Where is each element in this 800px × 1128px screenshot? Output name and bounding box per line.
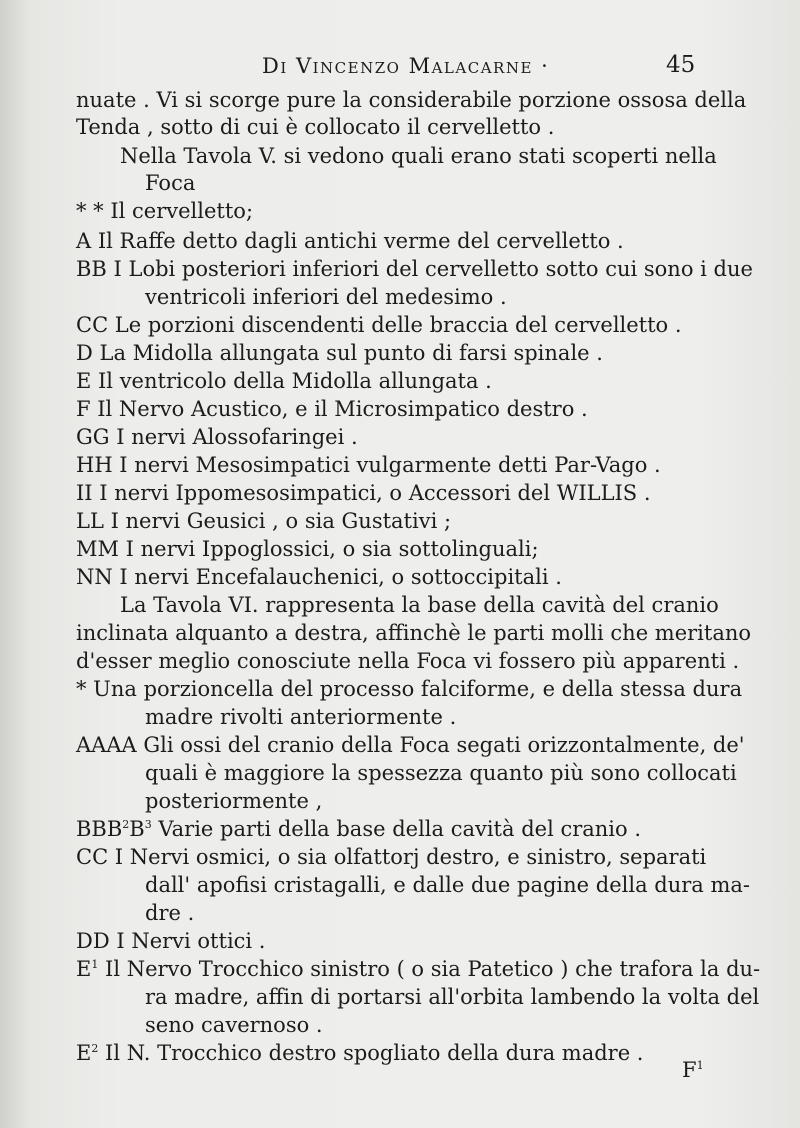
text-line: d'esser meglio conosciute nella Foca vi fossero più apparenti . xyxy=(76,649,740,673)
text-line: Nella Tavola V. si vedono quali erano stati scoperti nella xyxy=(120,144,717,168)
text-line: ventricoli inferiori del medesimo . xyxy=(145,285,507,309)
text-line: II I nervi Ippomesosimpatici, o Accessori del WILLIS . xyxy=(76,481,651,505)
text-line: inclinata alquanto a destra, affinchè le parti molli che meritano xyxy=(76,621,752,645)
running-head xyxy=(0,50,800,82)
text-line: dre . xyxy=(145,901,195,925)
text-line: E Il ventricolo della Midolla allungata . xyxy=(76,369,492,393)
text-line: dall' apofisi cristagalli, e dalle due pagine della dura ma- xyxy=(145,873,750,897)
text-line: Tenda , sotto di cui è collocato il cervelletto . xyxy=(76,115,555,139)
text-line: $E^1$ Il Nervo Trocchico sinistro ( o sia Patetico ) che trafora la du- xyxy=(76,957,761,981)
text-line: quali è maggiore la spessezza quanto più sono collocati xyxy=(145,761,737,785)
text-line: CC I Nervi osmici, o sia olfattorj destro, e sinistro, separati xyxy=(76,845,707,869)
text-line: LL I nervi Geusici , o sia Gustativi ; xyxy=(76,509,452,533)
text-line: HH I nervi Mesosimpatici vulgarmente detti Par-Vago . xyxy=(76,453,661,477)
text-line: NN I nervi Encefalauchenici, o sottoccipitali . xyxy=(76,565,562,589)
running-title: Di Vincenzo Malacarne · xyxy=(262,54,550,78)
text-line: madre rivolti anteriormente . xyxy=(145,705,457,729)
text-line: La Tavola VI. rappresenta la base della cavità del cranio xyxy=(120,593,719,617)
page-number: 45 xyxy=(666,52,696,78)
text-line: Foca xyxy=(145,171,196,195)
text-line: nuate . Vi si scorge pure la considerabile porzione ossosa della xyxy=(76,88,747,112)
text-line: BB I Lobi posteriori inferiori del cervelletto sotto cui sono i due xyxy=(76,257,753,281)
text-line: posteriormente , xyxy=(145,789,323,813)
text-line: CC Le porzioni discendenti delle braccia del cervelletto . xyxy=(76,313,682,337)
catchword: $F^1$ xyxy=(682,1058,704,1082)
text-line: $E^2$ Il N. Trocchico destro spogliato della dura madre . xyxy=(76,1041,644,1065)
text-line: seno cavernoso . xyxy=(145,1013,323,1037)
text-line: MM I nervi Ippoglossici, o sia sottolinguali; xyxy=(76,537,539,561)
text-line: F Il Nervo Acustico, e il Microsimpatico destro . xyxy=(76,397,588,421)
text-line: * Una porzioncella del processo falciforme, e della stessa dura xyxy=(76,677,743,701)
text-line: D La Midolla allungata sul punto di farsi spinale . xyxy=(76,341,603,365)
text-line: GG I nervi Alossofaringei . xyxy=(76,425,358,449)
text-line: $BBB^2B^3$ Varie parti della base della cavità del cranio . xyxy=(76,817,642,841)
text-line: DD I Nervi ottici . xyxy=(76,929,266,953)
text-line: ra madre, affin di portarsi all'orbita lambendo la volta del xyxy=(145,985,760,1009)
text-line: A Il Raffe detto dagli antichi verme del cervelletto . xyxy=(76,229,624,253)
text-line: AAAA Gli ossi del cranio della Foca segati orizzontalmente, de' xyxy=(76,733,745,757)
text-line: * * Il cervelletto; xyxy=(76,199,254,223)
